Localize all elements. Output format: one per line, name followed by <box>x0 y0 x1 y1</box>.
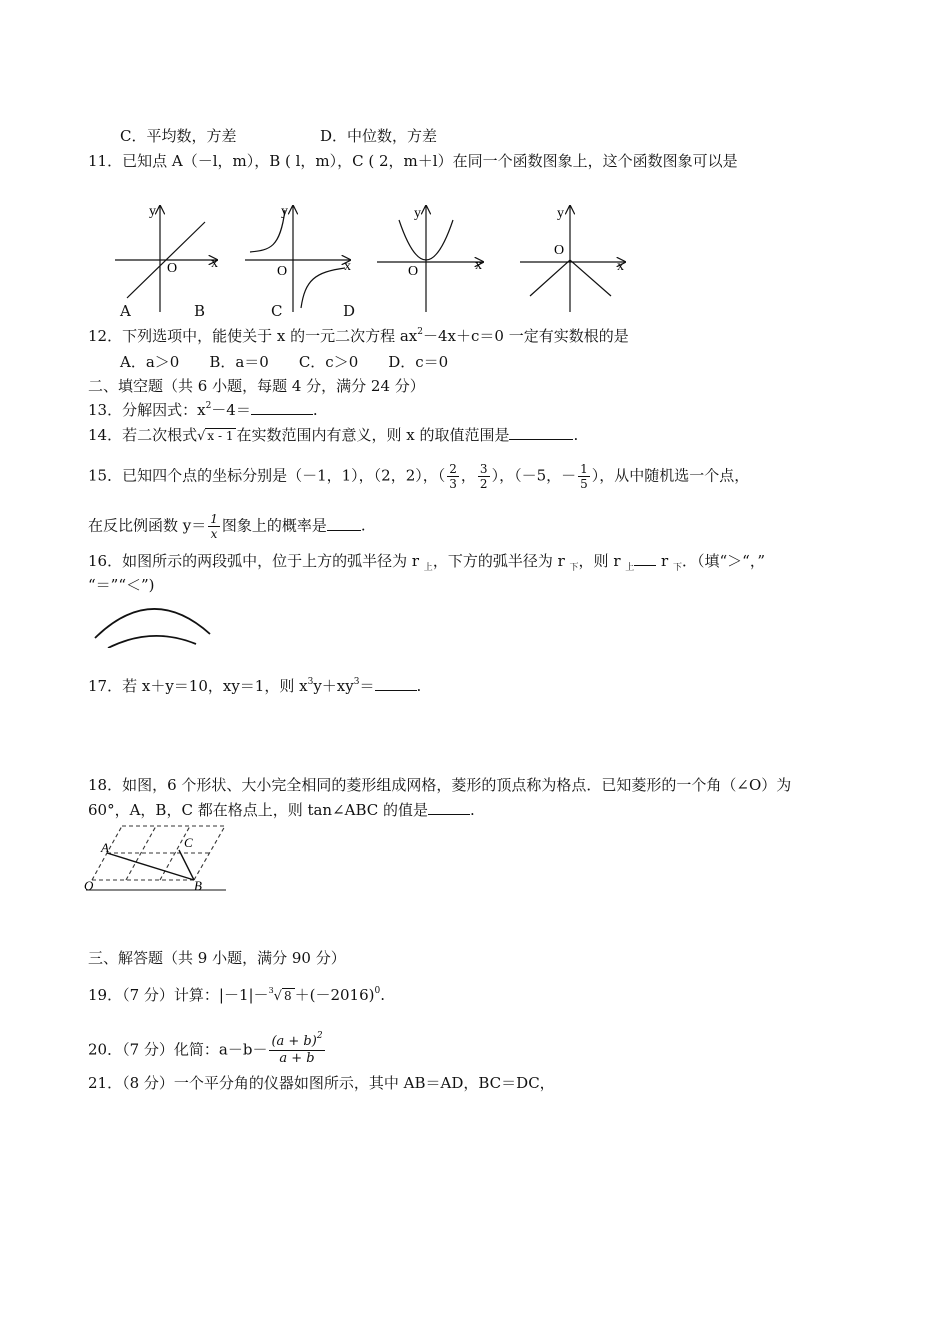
q21: 21．（8 分）一个平分角的仪器如图所示，其中 AB＝AD，BC＝DC， <box>88 1074 555 1092</box>
graph-b-origin-label: O <box>277 264 288 279</box>
q15-line2: 在反比例函数 y＝ $\frac{1}{x}$ 图象上的概率是 . <box>88 512 366 541</box>
q11-option-d: D <box>343 302 356 320</box>
graph-d <box>520 206 625 312</box>
q18-rhombus-grid <box>84 820 234 895</box>
q11-stem: 11．已知点 A（－l，m），B ( l，m），C ( 2，m＋l）在同一个函数图象上，这个函数图象可以是 <box>88 152 738 170</box>
q20: 20．（7 分）化简：a－b－ $\frac{(a + b)^2}{a + b}$ <box>88 1031 323 1066</box>
graph-d-y-label: y <box>557 206 564 221</box>
q10-option-c: C．平均数，方差 <box>120 127 237 145</box>
q19: 19．（7 分）计算：|－1|－$^3$√ $8 +(-2016)^0$. <box>88 986 385 1004</box>
q10-option-d: D．中位数，方差 <box>320 127 438 145</box>
point-c-label: C <box>184 835 193 850</box>
q18-line1: 18．如图，6 个形状、大小完全相同的菱形组成网格，菱形的顶点称为格点．已知菱形的一个角（∠O）为 <box>88 776 792 794</box>
q16-line2: “＝”“＜”) <box>88 576 155 594</box>
graph-d-origin-label: O <box>554 243 565 258</box>
q13-answer-blank[interactable] <box>251 400 313 415</box>
q17: 17．若 x＋y＝10，xy＝1，则 $x^3y+xy^3=$ . <box>88 677 422 695</box>
point-a-label: A <box>101 840 109 855</box>
graph-b-y-label: y <box>281 204 288 219</box>
segment-ab <box>107 853 194 880</box>
q11-option-b: B <box>194 302 206 320</box>
q13: 13．分解因式：$x^2-4=$ . <box>88 401 318 419</box>
graph-a-origin-label: O <box>167 261 178 276</box>
section-2-heading: 二、填空题（共 6 小题，每题 4 分，满分 24 分） <box>88 377 425 395</box>
q18-line2: 60°，A，B，C 都在格点上，则 tan∠ABC 的值是 . <box>88 801 475 819</box>
graph-d-x-label: x <box>617 259 624 274</box>
q11-option-a: A <box>120 302 131 320</box>
q15-line1: 15．已知四个点的坐标分别是（－1，1），（2，2），（ $\frac{2}{3}$ ， $\frac{3}{2}$ ），（－5，－ $\frac{1}{5}$ ），从中随机选一个点， <box>88 462 750 491</box>
lower-arc <box>108 636 196 648</box>
point-b-label: B <box>194 878 202 893</box>
upper-arc <box>95 609 210 638</box>
q16-arcs-figure <box>90 598 220 648</box>
q17-answer-blank[interactable] <box>375 676 417 691</box>
graph-a <box>115 206 217 312</box>
q14-answer-blank[interactable] <box>509 425 573 440</box>
graph-b-x-label: x <box>344 259 351 274</box>
q16-answer-blank[interactable] <box>634 551 656 566</box>
point-o-label: O <box>84 878 94 893</box>
graph-a-y-label: y <box>149 204 156 219</box>
q14: 14．若二次根式√ x - 1 在实数范围内有意义，则 x 的取值范围是 . <box>88 426 579 444</box>
graph-c-x-label: x <box>475 258 482 273</box>
graph-c <box>377 206 483 312</box>
q12-stem: 12．下列选项中，能使关于 x 的一元二次方程 $ax^2-4x+c=0$ 一定有实数根的是 <box>88 327 629 345</box>
q11-option-c: C <box>271 302 283 320</box>
graph-a-x-label: x <box>211 256 218 271</box>
section-3-heading: 三、解答题（共 9 小题，满分 90 分） <box>88 949 346 967</box>
q16-line1: 16．如图所示的两段弧中，位于上方的弧半径为 r $_上$，下方的弧半径为 r $_下$，则 r $_上$ r $_下$．（填“＞“，” <box>88 552 766 573</box>
q15-answer-blank[interactable] <box>327 516 361 531</box>
q12-options: A．a＞0 B．a＝0 C．c＞0 D．c＝0 <box>120 353 449 371</box>
graph-c-y-label: y <box>414 206 421 221</box>
q18-answer-blank[interactable] <box>428 800 470 815</box>
graph-b <box>245 206 350 312</box>
graph-c-origin-label: O <box>408 264 419 279</box>
